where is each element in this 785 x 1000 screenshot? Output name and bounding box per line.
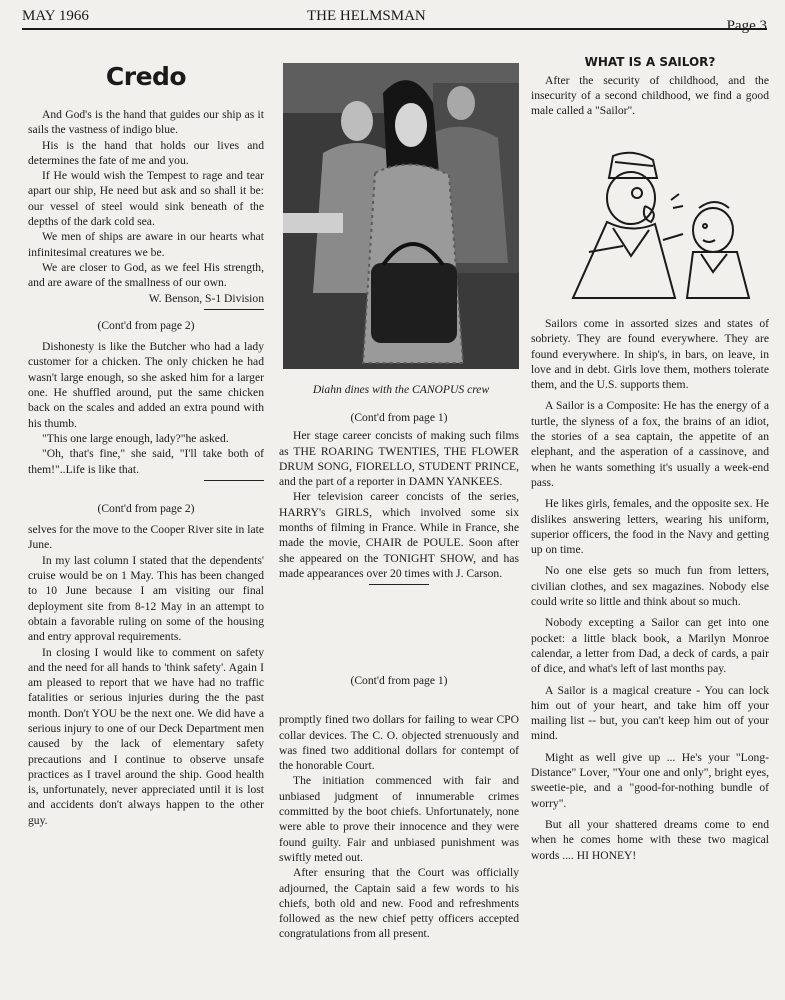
butcher-paragraph: Dishonesty is like the Butcher who had a lady customer for a chicken. The only chicken he had wasn't large enough, so she asked him for a larger one. He shuffled around, put the same chicken back on the scales and added an extra pound with his thumb. bbox=[28, 340, 264, 430]
sailor-title: WHAT IS A SAILOR? bbox=[584, 55, 716, 69]
cooper-paragraph: In my last column I stated that the dependents' cruise would be on 1 May. This has been changed to 10 June because I am visiting our final deployment site from 8-12 May in an attempt to obtain a favorable ruling on some of the housing and entry approval requirements. bbox=[28, 553, 264, 644]
credo-signature: W. Benson, S-1 Division bbox=[148, 291, 264, 305]
sailor-article bbox=[531, 316, 769, 863]
court-paragraph: promptly fined two dollars for failing to wear CPO collar devices. The C. O. objected strenuously and was fined two additional dollars for contempt of the honorable Court. bbox=[279, 713, 519, 773]
credo-paragraph: We men of ships are aware in our hearts what infinitesimal creatures we be. bbox=[28, 230, 264, 259]
cont-note: (Cont'd from page 2) bbox=[97, 501, 195, 515]
diahn-paragraph: Her stage career concists of making such films as THE ROARING TWENTIES, THE FLOWER DRUM SONG, FIORELLO, STUDENT PRINCE, and the part of a reporter in DAMN YANKEES. bbox=[279, 429, 519, 489]
divider bbox=[369, 584, 429, 585]
divider bbox=[204, 480, 264, 481]
sailor-paragraph: A Sailor is a magical creature - You can lock him out of your heart, and take him off your mailing list -- but, you can't keep him out of your mind. bbox=[531, 683, 769, 743]
cartoon-image bbox=[553, 148, 753, 303]
cooper-paragraph: selves for the move to the Cooper River site in late June. bbox=[28, 523, 264, 552]
sailor-paragraph: He likes girls, females, and the opposite sex. He dislikes answering letters, wearing his uniform, superior officers, the food in the Navy and getting up on time. bbox=[531, 497, 769, 557]
masthead-rule bbox=[22, 28, 767, 30]
cont-note: (Cont'd from page 1) bbox=[350, 411, 448, 424]
right-column bbox=[531, 55, 769, 119]
issue-date: MAY 1966 bbox=[22, 8, 89, 24]
middle-column bbox=[279, 410, 519, 591]
court-article bbox=[279, 673, 519, 942]
credo-paragraph: We are closer to God, as we feel His strength, and are aware of the smallness of our own. bbox=[28, 260, 264, 290]
credo-title: Credo bbox=[105, 62, 187, 91]
sailor-paragraph: A Sailor is a Composite: He has the energy of a turtle, the slyness of a fox, the brains of an idiot, the stories of a sea captain, the appetite of an elephant, and the asperation of a cassinove, and when he wants something it's usually a week-end pass. bbox=[531, 399, 769, 489]
page-number: Page 3 bbox=[726, 18, 767, 34]
left-column bbox=[28, 60, 264, 828]
butcher-paragraph: "Oh, that's fine," she said, "I'll take both of them!"..Life is like that. bbox=[28, 447, 264, 476]
sailor-paragraph: Might as well give up ... He's your "Long-Distance" Lover, "Your one and only", bright eyes, sweetie-pie, and a "good-for-nothing bundle of worry". bbox=[531, 750, 769, 810]
sailor-paragraph: But all your shattered dreams come to end when he comes home with these two magical words .... HI HONEY! bbox=[531, 817, 769, 862]
sailor-intro: After the security of childhood, and the insecurity of a second childhood, we find a good male called a "Sailor". bbox=[531, 73, 769, 118]
sailor-cartoon bbox=[553, 148, 753, 303]
sailor-paragraph: No one else gets so much fun from letters, civilian clothes, and sex magazines. Nobody else could write so little and think about so much. bbox=[531, 564, 769, 609]
sailor-paragraph: Sailors come in assorted sizes and states of sobriety. They are found everywhere. They are found everywhere. In ship's, in bars, on leave, in love and in debt. Girls love them, mothers tolerate them, and the U.S. supports them. bbox=[531, 317, 769, 392]
photo-caption: Diahn dines with the CANOPUS crew bbox=[312, 383, 490, 396]
butcher-paragraph: "This one large enough, lady?"he asked. bbox=[42, 431, 229, 445]
court-paragraph: The initiation commenced with fair and unbiased judgment of innumerable crimes committed by the boot chiefs. Unfortunately, none were able to prove their innocence and they were found guilty. Fair and unbiased punishment was swiftly meted out. bbox=[279, 774, 519, 864]
credo-paragraph: And God's is the hand that guides our ship as it sails the vastness of indigo blue. bbox=[28, 108, 264, 137]
photo-image bbox=[283, 63, 519, 369]
dinner-photo bbox=[283, 63, 519, 369]
credo-paragraph: If He would wish the Tempest to rage and tear apart our ship, He need but ask and so shall it be: our vessel of steel would sink beneath of the depths of the dark cold sea. bbox=[28, 169, 264, 229]
cont-note: (Cont'd from page 2) bbox=[97, 318, 195, 332]
cont-note: (Cont'd from page 1) bbox=[350, 674, 448, 687]
cooper-paragraph: In closing I would like to comment on safety and the need for all hands to 'think safety'. Again I am pleased to report that we have had no traffic fatalities or serious injuries during the the past month. Don't YOU be the next one. We did have a serious injury to one of our Deck Department men caused by the lack of elementary safety precautions and I continue to observe unsafe practices as I travel around the ship. Good health is, unfortunately, never appreciated until it is lost and accidents don't always happen to the other guy. bbox=[28, 645, 264, 827]
sailor-paragraph: Nobody excepting a Sailor can get into one pocket: a little black book, a Marilyn Monroe calendar, a letter from Dad, a deck of cards, a pair of dice, and what's left of last months pay. bbox=[531, 616, 769, 676]
court-paragraph: After ensuring that the Court was officially adjourned, the Captain said a few words to his chiefs, both old and new. Food and refreshments followed as the new chief petty officers accepted congratulations from all present. bbox=[279, 866, 519, 941]
newspaper-title: THE HELMSMAN bbox=[307, 8, 426, 24]
divider bbox=[204, 309, 264, 310]
diahn-paragraph: Her television career concists of the series, HARRY's GIRLS, which involved some six months of filming in France. While in France, she made the movie, CHAIR de POULE. Soon after she appeared on the TONIGHT SHOW, and has made appearances over 20 times with J. Carson. bbox=[279, 490, 519, 580]
credo-paragraph: His is the hand that holds our lives and determines the fate of me and you. bbox=[28, 138, 264, 167]
